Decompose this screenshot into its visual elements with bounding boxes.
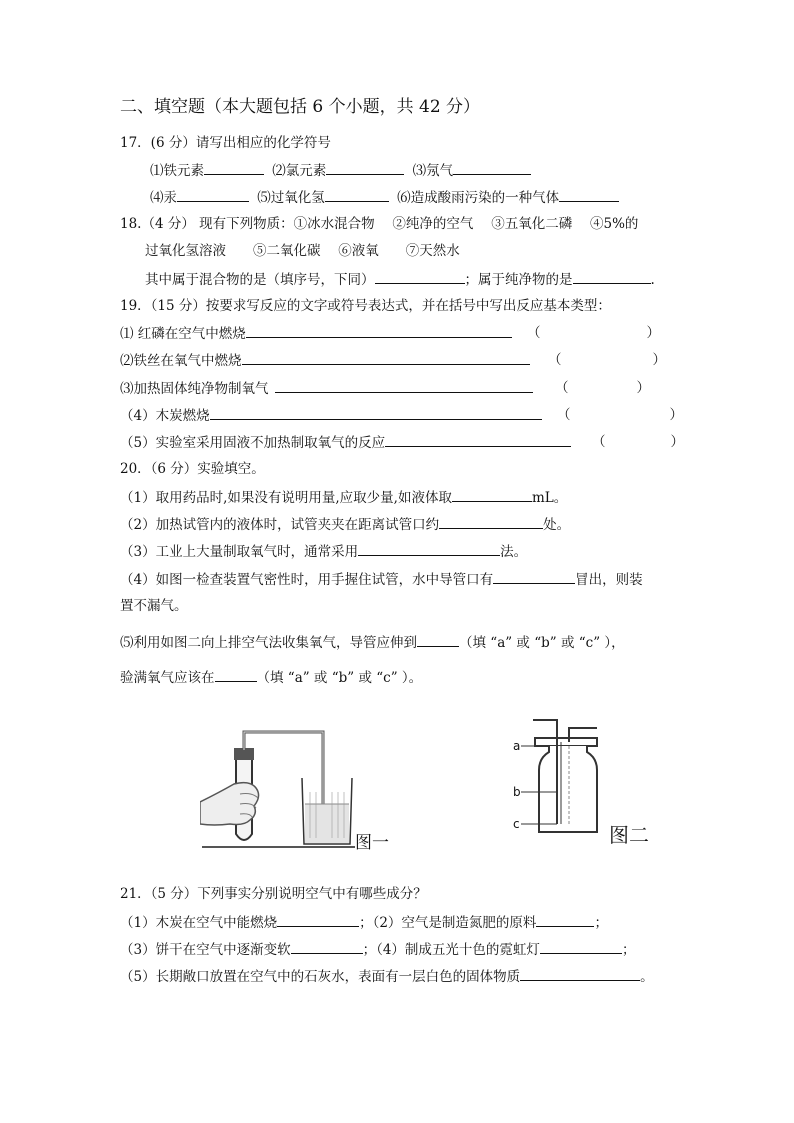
q21-item4: ；（4）制成五光十色的霓虹灯 — [362, 942, 540, 958]
answer-blank[interactable] — [439, 515, 543, 529]
q17-item6: ⑹造成酸雨污染的一种气体 — [397, 190, 560, 206]
answer-blank[interactable] — [540, 940, 622, 954]
q21-heading: 21．（5 分）下列事实分别说明空气中有哪些成分？ — [120, 886, 427, 902]
answer-blank[interactable] — [177, 188, 249, 202]
q19-item-text: ⑶加热固体纯净物制氧气 — [120, 381, 269, 397]
answer-blank[interactable] — [358, 542, 500, 556]
paren-open: （ — [548, 352, 562, 368]
q21-line1 — [120, 913, 608, 932]
semicolon: ； — [594, 915, 608, 931]
q20-s1 — [120, 488, 567, 507]
q20-s2 — [120, 515, 570, 534]
q21-item3: （3）饼干在空气中逐渐变软 — [120, 942, 291, 958]
answer-blank[interactable] — [453, 161, 531, 175]
reaction-type-paren[interactable] — [548, 351, 666, 369]
q17-item4: ⑷汞 — [150, 190, 177, 206]
answer-blank[interactable] — [215, 668, 257, 682]
answer-blank[interactable] — [559, 188, 619, 202]
answer-blank[interactable] — [326, 161, 404, 175]
q20-s1-unit: mL。 — [531, 490, 568, 506]
section-title: 二、填空题（本大题包括 6 个小题，共 42 分） — [120, 97, 481, 117]
q20-s5-verify — [120, 668, 422, 687]
q18-line2: 过氧化氢溶液 ⑤二氧化碳 ⑥液氧 ⑦天然水 — [145, 243, 460, 259]
reaction-type-paren[interactable] — [555, 379, 650, 397]
q20-s5 — [120, 633, 625, 652]
q19-item — [120, 379, 533, 398]
figure1-apparatus — [200, 722, 400, 852]
paren-close: ） — [636, 380, 650, 396]
paren-open: （ — [555, 380, 569, 396]
q20-s1-text: （1）取用药品时,如果没有说明用量,应取少量,如液体取 — [120, 490, 452, 506]
q17-item1: ⑴铁元素 — [150, 163, 204, 179]
answer-blank[interactable] — [493, 570, 575, 584]
q17-item2: ⑵氯元素 — [272, 163, 327, 179]
q20-heading: 20．（6 分）实验填空。 — [120, 461, 265, 477]
q21-line3 — [120, 967, 654, 986]
answer-blank[interactable] — [246, 324, 512, 338]
q19-item-text: （5）实验室采用固液不加热制取氧气的反应 — [120, 435, 386, 451]
q19-item — [120, 324, 512, 343]
paren-open: （ — [527, 325, 541, 341]
q18-line3 — [145, 270, 655, 289]
paren-close: ） — [670, 434, 684, 450]
answer-blank[interactable] — [275, 379, 533, 393]
q20-s2-end: 处。 — [543, 517, 571, 533]
answer-blank[interactable] — [536, 913, 594, 927]
reaction-type-paren[interactable] — [557, 406, 683, 424]
q19-heading: 19．（15 分）按要求写反应的文字或符号表达式，并在括号中写出反应基本类型： — [120, 298, 611, 314]
q17-heading: 17．(6 分）请写出相应的化学符号 — [120, 135, 331, 151]
q20-s5-verify-text: 验满氧气应该在 — [120, 670, 215, 686]
q20-s4 — [120, 570, 643, 589]
q17-item5: ⑸过氧化氢 — [257, 190, 325, 206]
figure2-apparatus — [505, 712, 665, 852]
q20-s4-cont: 冒出，则装 — [575, 572, 643, 588]
q17-row1 — [150, 161, 531, 180]
answer-blank[interactable] — [242, 351, 530, 365]
q19-item-text: ⑵铁丝在氧气中燃烧 — [120, 353, 242, 369]
q18-mixture-label: 其中属于混合物的是（填序号，下同） — [145, 272, 375, 288]
q20-s5-hint: （填 “a” 或 “b” 或 “c” ）， — [459, 635, 625, 651]
q19-item-text: ⑴ 红磷在空气中燃烧 — [120, 326, 246, 342]
answer-blank[interactable] — [291, 940, 363, 954]
q19-item — [120, 406, 542, 425]
q19-item-text: （4）木炭燃烧 — [120, 408, 210, 424]
q21-item2: ；（2）空气是制造氮肥的原料 — [359, 915, 537, 931]
paren-close: ） — [669, 407, 683, 423]
q18-heading: 18.（4 分） 现有下列物质：①冰水混合物 ②纯净的空气 ③五氧化二磷 ④5%的 — [120, 216, 639, 232]
period: . — [650, 272, 655, 288]
q19-item — [120, 433, 571, 452]
figure1-label: 图一 — [355, 833, 389, 852]
figure2-label-a: a — [513, 739, 521, 753]
semicolon: ； — [621, 942, 636, 958]
figure2-label: 图二 — [609, 823, 649, 847]
reaction-type-paren[interactable] — [592, 433, 684, 451]
q21-item5: （5）长期敞口放置在空气中的石灰水，表面有一层白色的固体物质 — [120, 969, 521, 985]
reaction-type-paren[interactable] — [527, 324, 660, 342]
paren-open: （ — [557, 407, 571, 423]
q20-s5-verify-hint: （填 “a” 或 “b” 或 “c” ）。 — [256, 670, 423, 686]
answer-blank[interactable] — [573, 270, 651, 284]
answer-blank[interactable] — [375, 270, 465, 284]
answer-blank[interactable] — [417, 633, 459, 647]
q20-s3-end: 法。 — [500, 544, 528, 560]
q21-line2 — [120, 940, 635, 959]
figure2-label-b: b — [513, 785, 521, 799]
q17-row2 — [150, 188, 619, 207]
paren-close: ） — [652, 352, 666, 368]
answer-blank[interactable] — [277, 913, 359, 927]
answer-blank[interactable] — [520, 967, 640, 981]
q20-s3-text: （3）工业上大量制取氧气时，通常采用 — [120, 544, 359, 560]
answer-blank[interactable] — [204, 161, 264, 175]
period: 。 — [640, 969, 654, 985]
figure2-label-c: c — [513, 817, 520, 831]
q20-s3 — [120, 542, 527, 561]
q19-item — [120, 351, 530, 370]
q20-s5-text: ⑸利用如图二向上排空气法收集氧气，导管应伸到 — [120, 635, 417, 651]
q20-s2-text: （2）加热试管内的液体时，试管夹夹在距离试管口约 — [120, 517, 440, 533]
q21-item1: （1）木炭在空气中能燃烧 — [120, 915, 278, 931]
answer-blank[interactable] — [210, 406, 542, 420]
paren-open: （ — [592, 434, 606, 450]
paren-close: ） — [646, 325, 660, 341]
q20-s4-text: （4）如图一检查装置气密性时，用手握住试管，水中导管口有 — [120, 572, 494, 588]
answer-blank[interactable] — [385, 433, 571, 447]
q17-item3: ⑶氖气 — [412, 163, 454, 179]
answer-blank[interactable] — [325, 188, 389, 202]
answer-blank[interactable] — [452, 488, 532, 502]
q20-s4-end: 置不漏气。 — [120, 598, 188, 614]
q18-pure-label: ；属于纯净物的是 — [464, 272, 573, 288]
